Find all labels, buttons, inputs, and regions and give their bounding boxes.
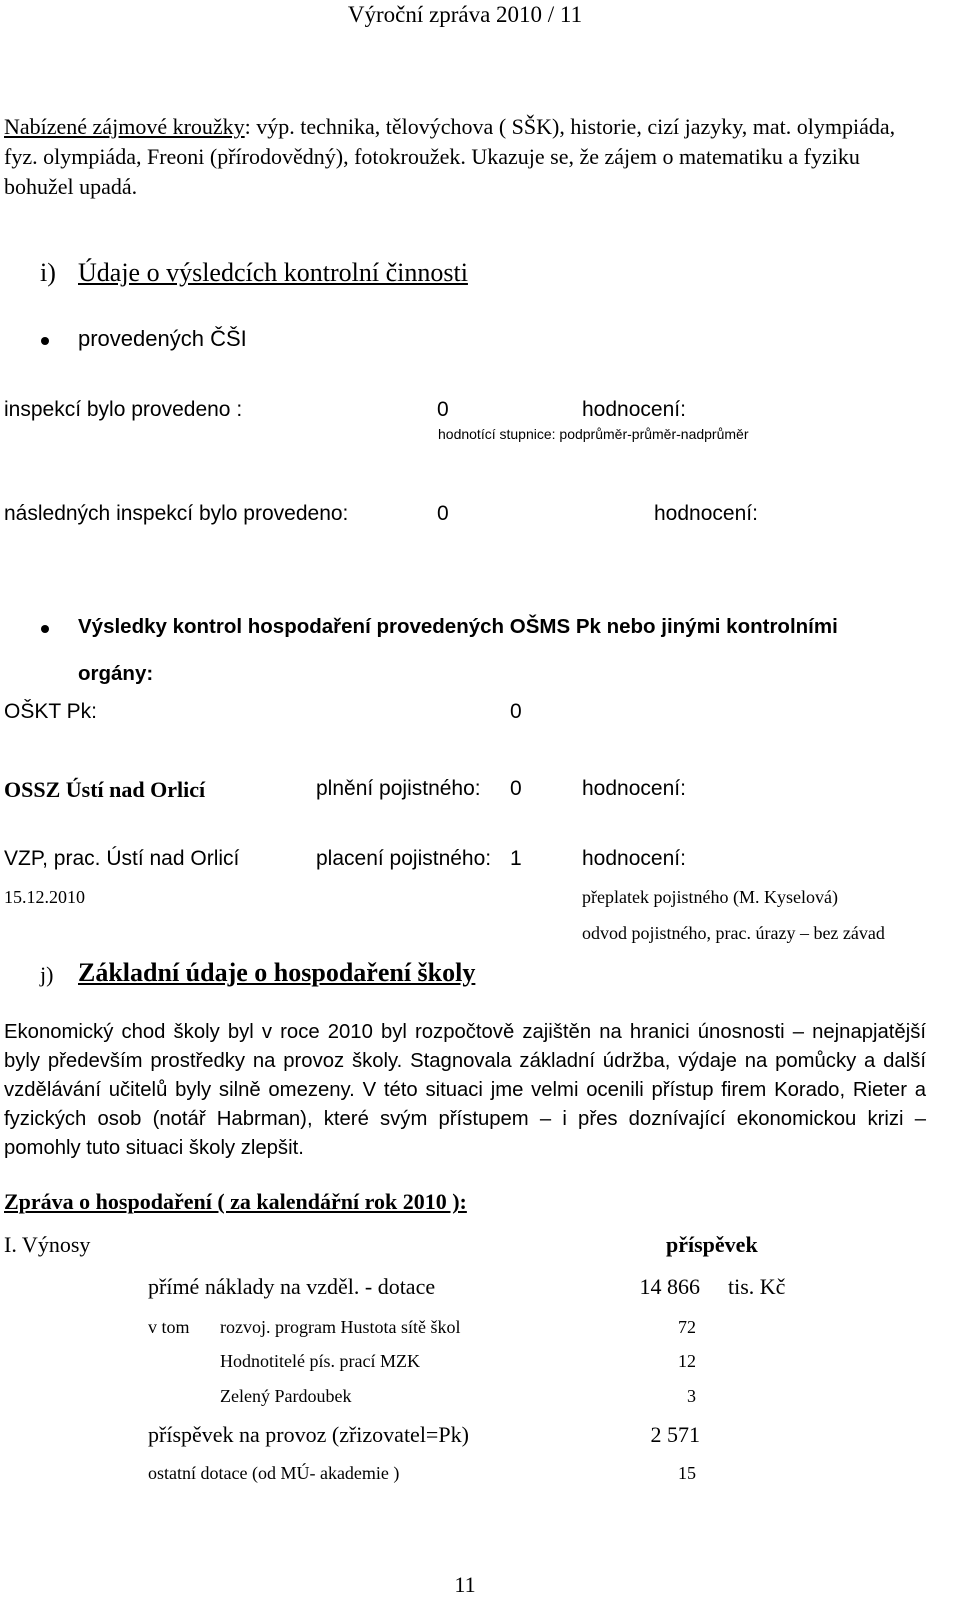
rating-scale-note: hodnotící stupnice: podprůměr-průměr-nadprůměr (438, 426, 749, 442)
intro-text: : výp. technika, tělovýchova ( SŠK), historie, cizí jazyky, mat. olympiáda, fyz. olympiáda, Freoni (přírodovědný), fotokroužek. Ukazuje se, že zájem o matematiku a fyziku bohužel upadá. (4, 114, 896, 199)
income-label: I. Výnosy (4, 1232, 91, 1257)
followup-label: následných inspekcí bylo provedeno: (4, 502, 349, 525)
row-value: 3 (687, 1386, 696, 1406)
vzp-date: 15.12.2010 (4, 887, 85, 907)
vzp-item: placení pojistného: (316, 847, 492, 870)
vzp-note-overpayment: přeplatek pojistného (M. Kyselová) (582, 887, 838, 907)
row-label: Hodnotitelé pís. prací MZK (220, 1351, 420, 1371)
audit-results-heading: Výsledky kontrol hospodaření provedených OŠMS Pk nebo jinými kontrolními (78, 615, 838, 638)
section-i-heading: Údaje o výsledcích kontrolní činnosti (78, 258, 468, 287)
inspections-value: 0 (437, 398, 449, 421)
row-unit: tis. Kč (728, 1274, 786, 1299)
row-value: 72 (678, 1317, 696, 1337)
page-header: Výroční zpráva 2010 / 11 (347, 2, 583, 27)
bullet-icon (41, 625, 49, 633)
report-heading: Zpráva o hospodaření ( za kalendářní rok 2010 ): (4, 1189, 467, 1214)
oskt-value: 0 (510, 700, 522, 723)
audit-results-heading-cont: orgány: (78, 662, 154, 685)
section-i-letter: i) (40, 258, 56, 287)
intro-label: Nabízené zájmové kroužky (4, 114, 245, 139)
inspections-rating: hodnocení: (582, 398, 686, 421)
row-label: rozvoj. program Hustota sítě škol (220, 1317, 461, 1337)
row-label: ostatní dotace (od MÚ- akademie ) (148, 1463, 400, 1483)
row-value: 12 (678, 1351, 696, 1371)
followup-value: 0 (437, 502, 449, 525)
bullet-cs-inspection: provedených ČŠI (78, 326, 247, 351)
ossz-rating: hodnocení: (582, 777, 686, 800)
row-label: příspěvek na provoz (zřizovatel=Pk) (148, 1422, 469, 1447)
vzp-label: VZP, prac. Ústí nad Orlicí (4, 847, 240, 870)
vzp-note-no-issues: odvod pojistného, prac. úrazy – bez závad (582, 923, 885, 943)
page-number: 11 (454, 1572, 476, 1597)
vzp-value: 1 (510, 847, 522, 870)
ossz-value: 0 (510, 777, 522, 800)
contribution-column-header: příspěvek (666, 1232, 758, 1257)
row-value: 15 (678, 1463, 696, 1483)
ossz-label: OSSZ Ústí nad Orlicí (4, 777, 206, 802)
row-label: přímé náklady na vzděl. - dotace (148, 1274, 436, 1299)
row-value: 14 866 (639, 1274, 700, 1299)
section-j-heading: Základní údaje o hospodaření školy (78, 958, 476, 987)
row-value: 2 571 (650, 1422, 700, 1447)
vzp-rating: hodnocení: (582, 847, 686, 870)
bullet-icon (41, 337, 49, 345)
ossz-item: plnění pojistného: (316, 777, 481, 800)
section-j-letter: j) (40, 962, 54, 987)
row-prefix: v tom (148, 1317, 190, 1337)
followup-rating: hodnocení: (654, 502, 758, 525)
intro-paragraph (4, 112, 904, 202)
economy-paragraph: Ekonomický chod školy byl v roce 2010 byl rozpočtově zajištěn na hranici únosnosti – nejnapjatější byly především prostředky na provoz školy. Stagnovala základní údržba, výdaje na pomůcky a další vzdělávání učitelů byly silně omezeny. V této situaci jme velmi ocenili přístup firem Korado, Rieter a fyzických osob (notář Habrman), které svým přístupem – i přes doznívající ekonomickou krizi – pomohly tuto situaci školy zlepšit. (4, 1021, 926, 1159)
inspections-label: inspekcí bylo provedeno : (4, 398, 243, 421)
oskt-label: OŠKT Pk: (4, 700, 97, 723)
row-label: Zelený Pardoubek (220, 1386, 352, 1406)
